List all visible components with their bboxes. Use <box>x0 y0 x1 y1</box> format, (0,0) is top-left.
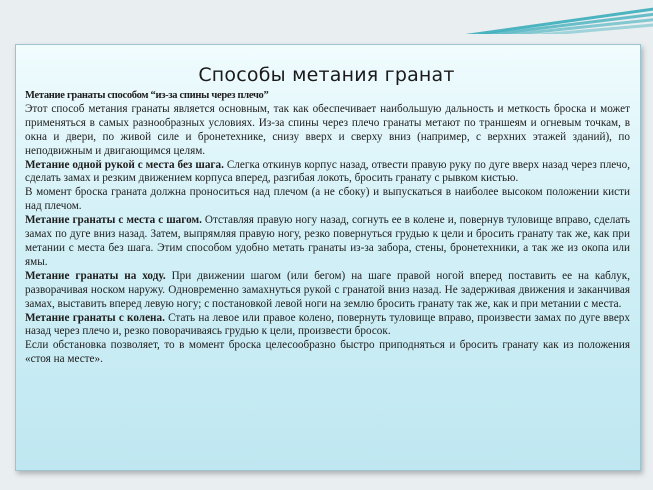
section-heading: Метание гранаты с места с шагом. <box>25 214 202 227</box>
section-text: Стать на левое или правое колено, повернуть туловище вправо, произвести замах по дуге вверх назад через плечо и, резко поворачиваясь грудью к цели, произвести бросок. <box>25 311 630 338</box>
section-heading: Метание гранаты с колена. <box>25 311 165 324</box>
section-heading: Метание одной рукой с места без шага. <box>25 158 224 171</box>
section-text: При движении шагом (или бегом) на шаге правой ногой вперед поставить ее на каблук, разворачивая носком наружу. Одновременно замахнуться рукой с гранатой вниз назад. Не задерживая движения и заканчивая замах, выставить вперед левую ногу; с постановкой левой ноги на землю бросить гранату так же, как и при метании с места. <box>25 269 630 310</box>
paragraph-one-hand <box>25 159 630 187</box>
paragraph-conclusion: Если обстановка позволяет, то в момент броска целесообразно быстро приподняться и бросить гранату как из положения «стоя на месте». <box>25 339 630 366</box>
paragraph-on-move <box>25 270 630 312</box>
slide-title: Способы метания гранат <box>198 64 455 86</box>
subtitle: Метание гранаты способом “из-за спины через плечо” <box>25 90 269 101</box>
section-text: Отставляя правую ногу назад, согнуть ее в колене и, повернув туловище вправо, сделать замах по дуге вниз назад. Затем, выпрямляя правую ногу, резко повернуться грудью к цели и бросить гранату так же, как при метании с места без шага. Этим способом удобно метать гранаты из-за забора, стены, бронетехники, а так же из окопа или ямы. <box>25 214 630 268</box>
paragraph-intro: Этот способ метания гранаты является основным, так как обеспечивает наибольшую дальность и меткость броска и может применяться в самых разнообразных условиях. Из-за спины через плечо гранаты метают по траншеям и огневым точкам, в окна и двери, по живой силе и бронетехнике, снизу вверх и сверху вниз (например, с верхних этажей зданий), по неподвижным и двигающимся целям. <box>25 102 630 157</box>
paragraph-with-step <box>25 214 630 270</box>
slide-body <box>25 89 630 367</box>
section-text: Слегка откинув корпус назад, отвести правую руку по дуге вверх назад через плечо, сделать замах и резким движением корпуса вперед, разгибая локоть, бросить гранату с рывком кистью. <box>25 158 630 185</box>
section-heading: Метание гранаты на ходу. <box>25 269 166 282</box>
paragraph-release: В момент броска граната должна проноситься над плечом (а не сбоку) и выпускаться в наиболее высоком положении кисти над плечом. <box>25 186 630 213</box>
paragraph-from-knee <box>25 312 630 340</box>
corner-decoration <box>453 0 653 34</box>
